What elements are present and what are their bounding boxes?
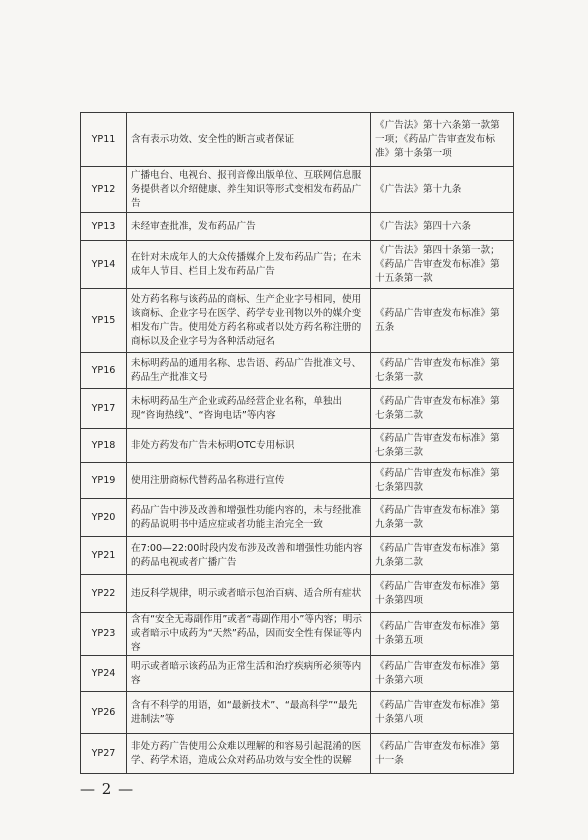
row-legal-reference: 《药品广告审查发布标准》第七条第一款: [371, 353, 514, 389]
row-legal-reference: 《药品广告审查发布标准》第七条第三款: [371, 429, 514, 463]
row-description: 在针对未成年人的大众传播媒介上发布药品广告；在未成年人节目、栏目上发布药品广告: [127, 241, 371, 289]
table-row: [81, 613, 514, 656]
table-row: [81, 537, 514, 575]
row-description: 处方药名称与该药品的商标、生产企业字号相同，使用该商标、企业字号在医学、药学专业刊物以外的媒介变相发布广告。使用处方药名称或者以处方药名称注册的商标以及企业字号为各种活动冠名: [127, 289, 371, 353]
table-row: [81, 692, 514, 734]
table-row: [81, 656, 514, 692]
row-legal-reference: 《药品广告审查发布标准》第十条第八项: [371, 692, 514, 734]
row-description: 使用注册商标代替药品名称进行宣传: [127, 463, 371, 499]
row-code: YP11: [81, 113, 127, 167]
row-code: YP12: [81, 167, 127, 213]
row-code: YP13: [81, 213, 127, 241]
table-row: [81, 429, 514, 463]
row-description: 含有不科学的用语，如“最新技术”、“最高科学”“最先进制法”等: [127, 692, 371, 734]
row-description: 在7:00—22:00时段内发布涉及改善和增强性功能内容的药品电视或者广播广告: [127, 537, 371, 575]
row-description: 未经审查批准，发布药品广告: [127, 213, 371, 241]
row-legal-reference: 《药品广告审查发布标准》第十一条: [371, 734, 514, 774]
row-legal-reference: 《药品广告审查发布标准》第十条第四项: [371, 575, 514, 613]
row-legal-reference: 《药品广告审查发布标准》第五条: [371, 289, 514, 353]
row-code: YP15: [81, 289, 127, 353]
table-row: [81, 167, 514, 213]
row-legal-reference: 《广告法》第四十条第一款；《药品广告审查发布标准》第十五条第一款: [371, 241, 514, 289]
table-row: [81, 289, 514, 353]
row-code: YP14: [81, 241, 127, 289]
row-description: 非处方药发布广告未标明OTC专用标识: [127, 429, 371, 463]
row-legal-reference: 《广告法》第四十六条: [371, 213, 514, 241]
row-description: 未标明药品的通用名称、忠告语、药品广告批准文号、药品生产批准文号: [127, 353, 371, 389]
table-row: [81, 389, 514, 429]
table-row: [81, 463, 514, 499]
row-code: YP27: [81, 734, 127, 774]
row-legal-reference: 《药品广告审查发布标准》第九条第一款: [371, 499, 514, 537]
row-legal-reference: 《药品广告审查发布标准》第七条第四款: [371, 463, 514, 499]
row-description: 违反科学规律，明示或者暗示包治百病、适合所有症状: [127, 575, 371, 613]
table-row: [81, 241, 514, 289]
row-description: 非处方药广告使用公众难以理解的和容易引起混淆的医学、药学术语，造成公众对药品功效与安全性的误解: [127, 734, 371, 774]
row-code: YP16: [81, 353, 127, 389]
row-code: YP24: [81, 656, 127, 692]
row-description: 广播电台、电视台、报刊音像出版单位、互联网信息服务提供者以介绍健康、养生知识等形式变相发布药品广告: [127, 167, 371, 213]
row-code: YP26: [81, 692, 127, 734]
table-row: [81, 734, 514, 774]
table-row: [81, 499, 514, 537]
row-legal-reference: 《广告法》第十六条第一款第一项；《药品广告审查发布标准》第十条第一项: [371, 113, 514, 167]
row-description: 含有“安全无毒副作用”或者“毒副作用小”等内容；明示或者暗示中成药为“天然”药品，因而安全性有保证等内容: [127, 613, 371, 656]
row-legal-reference: 《药品广告审查发布标准》第十条第六项: [371, 656, 514, 692]
row-code: YP21: [81, 537, 127, 575]
row-code: YP17: [81, 389, 127, 429]
row-code: YP19: [81, 463, 127, 499]
page-number: — 2 —: [80, 780, 135, 798]
row-legal-reference: 《药品广告审查发布标准》第七条第二款: [371, 389, 514, 429]
row-code: YP22: [81, 575, 127, 613]
table-row: [81, 113, 514, 167]
row-code: YP23: [81, 613, 127, 656]
row-legal-reference: 《广告法》第十九条: [371, 167, 514, 213]
row-description: 未标明药品生产企业或药品经营企业名称，单独出现“咨询热线”、“咨询电话”等内容: [127, 389, 371, 429]
table-row: [81, 353, 514, 389]
row-code: YP20: [81, 499, 127, 537]
row-legal-reference: 《药品广告审查发布标准》第九条第二款: [371, 537, 514, 575]
table-row: [81, 213, 514, 241]
row-description: 明示或者暗示该药品为正常生活和治疗疾病所必须等内容: [127, 656, 371, 692]
row-legal-reference: 《药品广告审查发布标准》第十条第五项: [371, 613, 514, 656]
table-row: [81, 575, 514, 613]
regulation-table: [80, 112, 514, 774]
row-description: 含有表示功效、安全性的断言或者保证: [127, 113, 371, 167]
row-description: 药品广告中涉及改善和增强性功能内容的，未与经批准的药品说明书中适应症或者功能主治完全一致: [127, 499, 371, 537]
row-code: YP18: [81, 429, 127, 463]
